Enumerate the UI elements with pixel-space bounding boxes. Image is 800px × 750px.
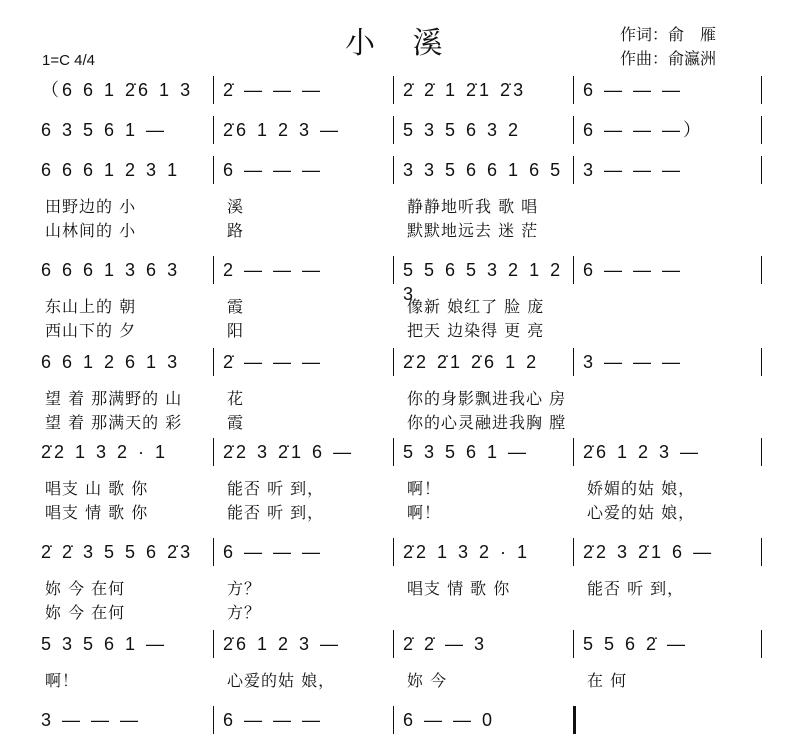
measure: 3 3 5 6 6 1 6 5 [403,160,564,180]
measure: 3 — — — [41,710,142,730]
staff-system [35,258,765,340]
barline [213,630,214,658]
lyric-text: 阳 [227,321,245,340]
lyric-text: 你的心灵融进我胸 膛 [407,413,567,432]
barline [393,76,394,104]
lyric-text: 花 [227,389,245,408]
measure: 2̇2 2̇1 2̇6 1 2 [403,352,540,372]
measure: 2̇ 2̇ 3 5 5 6 2̇3 [41,542,194,562]
barline [393,538,394,566]
lyric-text: 田野边的 小 [45,197,137,216]
measure: 6 — — 0 [403,710,496,730]
barline [761,538,762,566]
lyric-text: 心爱的姑 娘， [227,671,336,690]
lyric-text: 能否 听 到， [587,579,685,598]
staff-system [35,350,765,432]
lyric-text: 啊！ [45,671,80,690]
composer-credit: 作曲：俞瀛洲 [620,49,717,68]
measure: 5 5 6 5 3 2 1 2 3 [403,260,564,304]
measure: 6 — — — [583,260,684,280]
lyric-text: 能否 听 到， [227,479,325,498]
song-title: 小 溪 [345,26,457,61]
measure: 2̇2 1 3 2 · 1 [403,542,531,562]
measure: 6 6 6 1 2 3 1 [41,160,181,180]
lyric-text: 在 何 [587,671,628,690]
staff-system [35,118,765,148]
barline [761,156,762,184]
barline [761,348,762,376]
lyric-text: 唱支 情 歌 你 [45,503,149,522]
barline [573,630,574,658]
barline [573,348,574,376]
lyric-text: 方？ [227,603,262,622]
barline [573,438,574,466]
measure: 2 — — — [223,260,324,280]
measure: 2̇6 1 2 3 — [223,634,342,654]
measure: 6 — — — [223,710,324,730]
lyric-text: 望 着 那满天的 彩 [45,413,183,432]
lyric-text: 把天 边染得 更 亮 [407,321,545,340]
measure: 2̇ 2̇ — 3 [403,634,488,654]
barline [393,156,394,184]
barline [573,76,574,104]
lyric-text: 你的身影飘进我心 房 [407,389,567,408]
measure: 5 3 5 6 3 2 [403,120,522,140]
measure: 6 — — — [583,80,684,100]
barline [213,116,214,144]
barline [761,76,762,104]
barline [573,706,576,734]
staff-system [35,78,765,108]
barline [761,438,762,466]
barline [213,348,214,376]
lyric-text: 心爱的姑 娘， [587,503,696,522]
lyric-text: 唱支 情 歌 你 [407,579,511,598]
lyric-text: 妳 今 [407,671,448,690]
measure: 2̇ — — — [223,352,324,372]
barline [213,706,214,734]
lyric-text: 路 [227,221,245,240]
measure: 6 6 6 1 3 6 3 [41,260,181,280]
barline [393,438,394,466]
staff-system [35,708,765,738]
barline [213,76,214,104]
measure: 6 6 1 2 6 1 3 [41,352,181,372]
barline [393,116,394,144]
lyric-text: 默默地远去 迷 茫 [407,221,539,240]
lyric-text: 东山上的 朝 [45,297,137,316]
lyric-text: 溪 [227,197,245,216]
lyric-text: 霞 [227,413,245,432]
lyric-text: 静静地听我 歌 唱 [407,197,539,216]
barline [213,156,214,184]
measure: 5 3 5 6 1 — [403,442,530,462]
lyric-text: 娇媚的姑 娘， [587,479,696,498]
measure: 5 5 6 2̇ — [583,634,689,654]
measure: 2̇6 1 2 3 — [583,442,702,462]
barline [573,538,574,566]
measure: 6 — — — [223,542,324,562]
lyric-text: 像新 娘红了 脸 庞 [407,297,545,316]
barline [761,256,762,284]
measure: 2̇2 3 2̇1 6 — [223,442,355,462]
lyric-text: 能否 听 到， [227,503,325,522]
staff-system [35,540,765,622]
barline [393,706,394,734]
measure: 2̇6 1 2 3 — [223,120,342,140]
lyric-text: 唱支 山 歌 你 [45,479,149,498]
measure: 3 — — — [583,352,684,372]
lyric-text: 妳 今 在何 [45,579,126,598]
measure: 6 — — — [223,160,324,180]
measure: 6 — — —） [583,120,705,140]
measure: （6 6 1 2̇6 1 3 [41,80,194,100]
lyric-text: 啊！ [407,479,442,498]
lyricist-credit: 作词：俞 雁 [620,25,717,44]
lyric-text: 望 着 那满野的 山 [45,389,183,408]
barline [213,438,214,466]
lyric-text: 啊！ [407,503,442,522]
staff-system [35,158,765,240]
barline [761,630,762,658]
staff-system [35,440,765,522]
barline [393,256,394,284]
measure: 2̇2 1 3 2 · 1 [41,442,169,462]
measure: 5 3 5 6 1 — [41,634,168,654]
barline [213,538,214,566]
barline [761,116,762,144]
measure: 2̇2 3 2̇1 6 — [583,542,715,562]
lyric-text: 西山下的 夕 [45,321,137,340]
barline [573,116,574,144]
staff-system [35,632,765,690]
lyric-text: 妳 今 在何 [45,603,126,622]
measure: 2̇ 2̇ 1 2̇1 2̇3 [403,80,527,100]
measure: 2̇ — — — [223,80,324,100]
barline [573,156,574,184]
measure: 3 — — — [583,160,684,180]
barline [573,256,574,284]
measure: 6 3 5 6 1 — [41,120,168,140]
barline [393,348,394,376]
lyric-text: 山林间的 小 [45,221,137,240]
lyric-text: 方？ [227,579,262,598]
barline [213,256,214,284]
lyric-text: 霞 [227,297,245,316]
key-signature: 1=C 4/4 [42,52,95,69]
barline [393,630,394,658]
